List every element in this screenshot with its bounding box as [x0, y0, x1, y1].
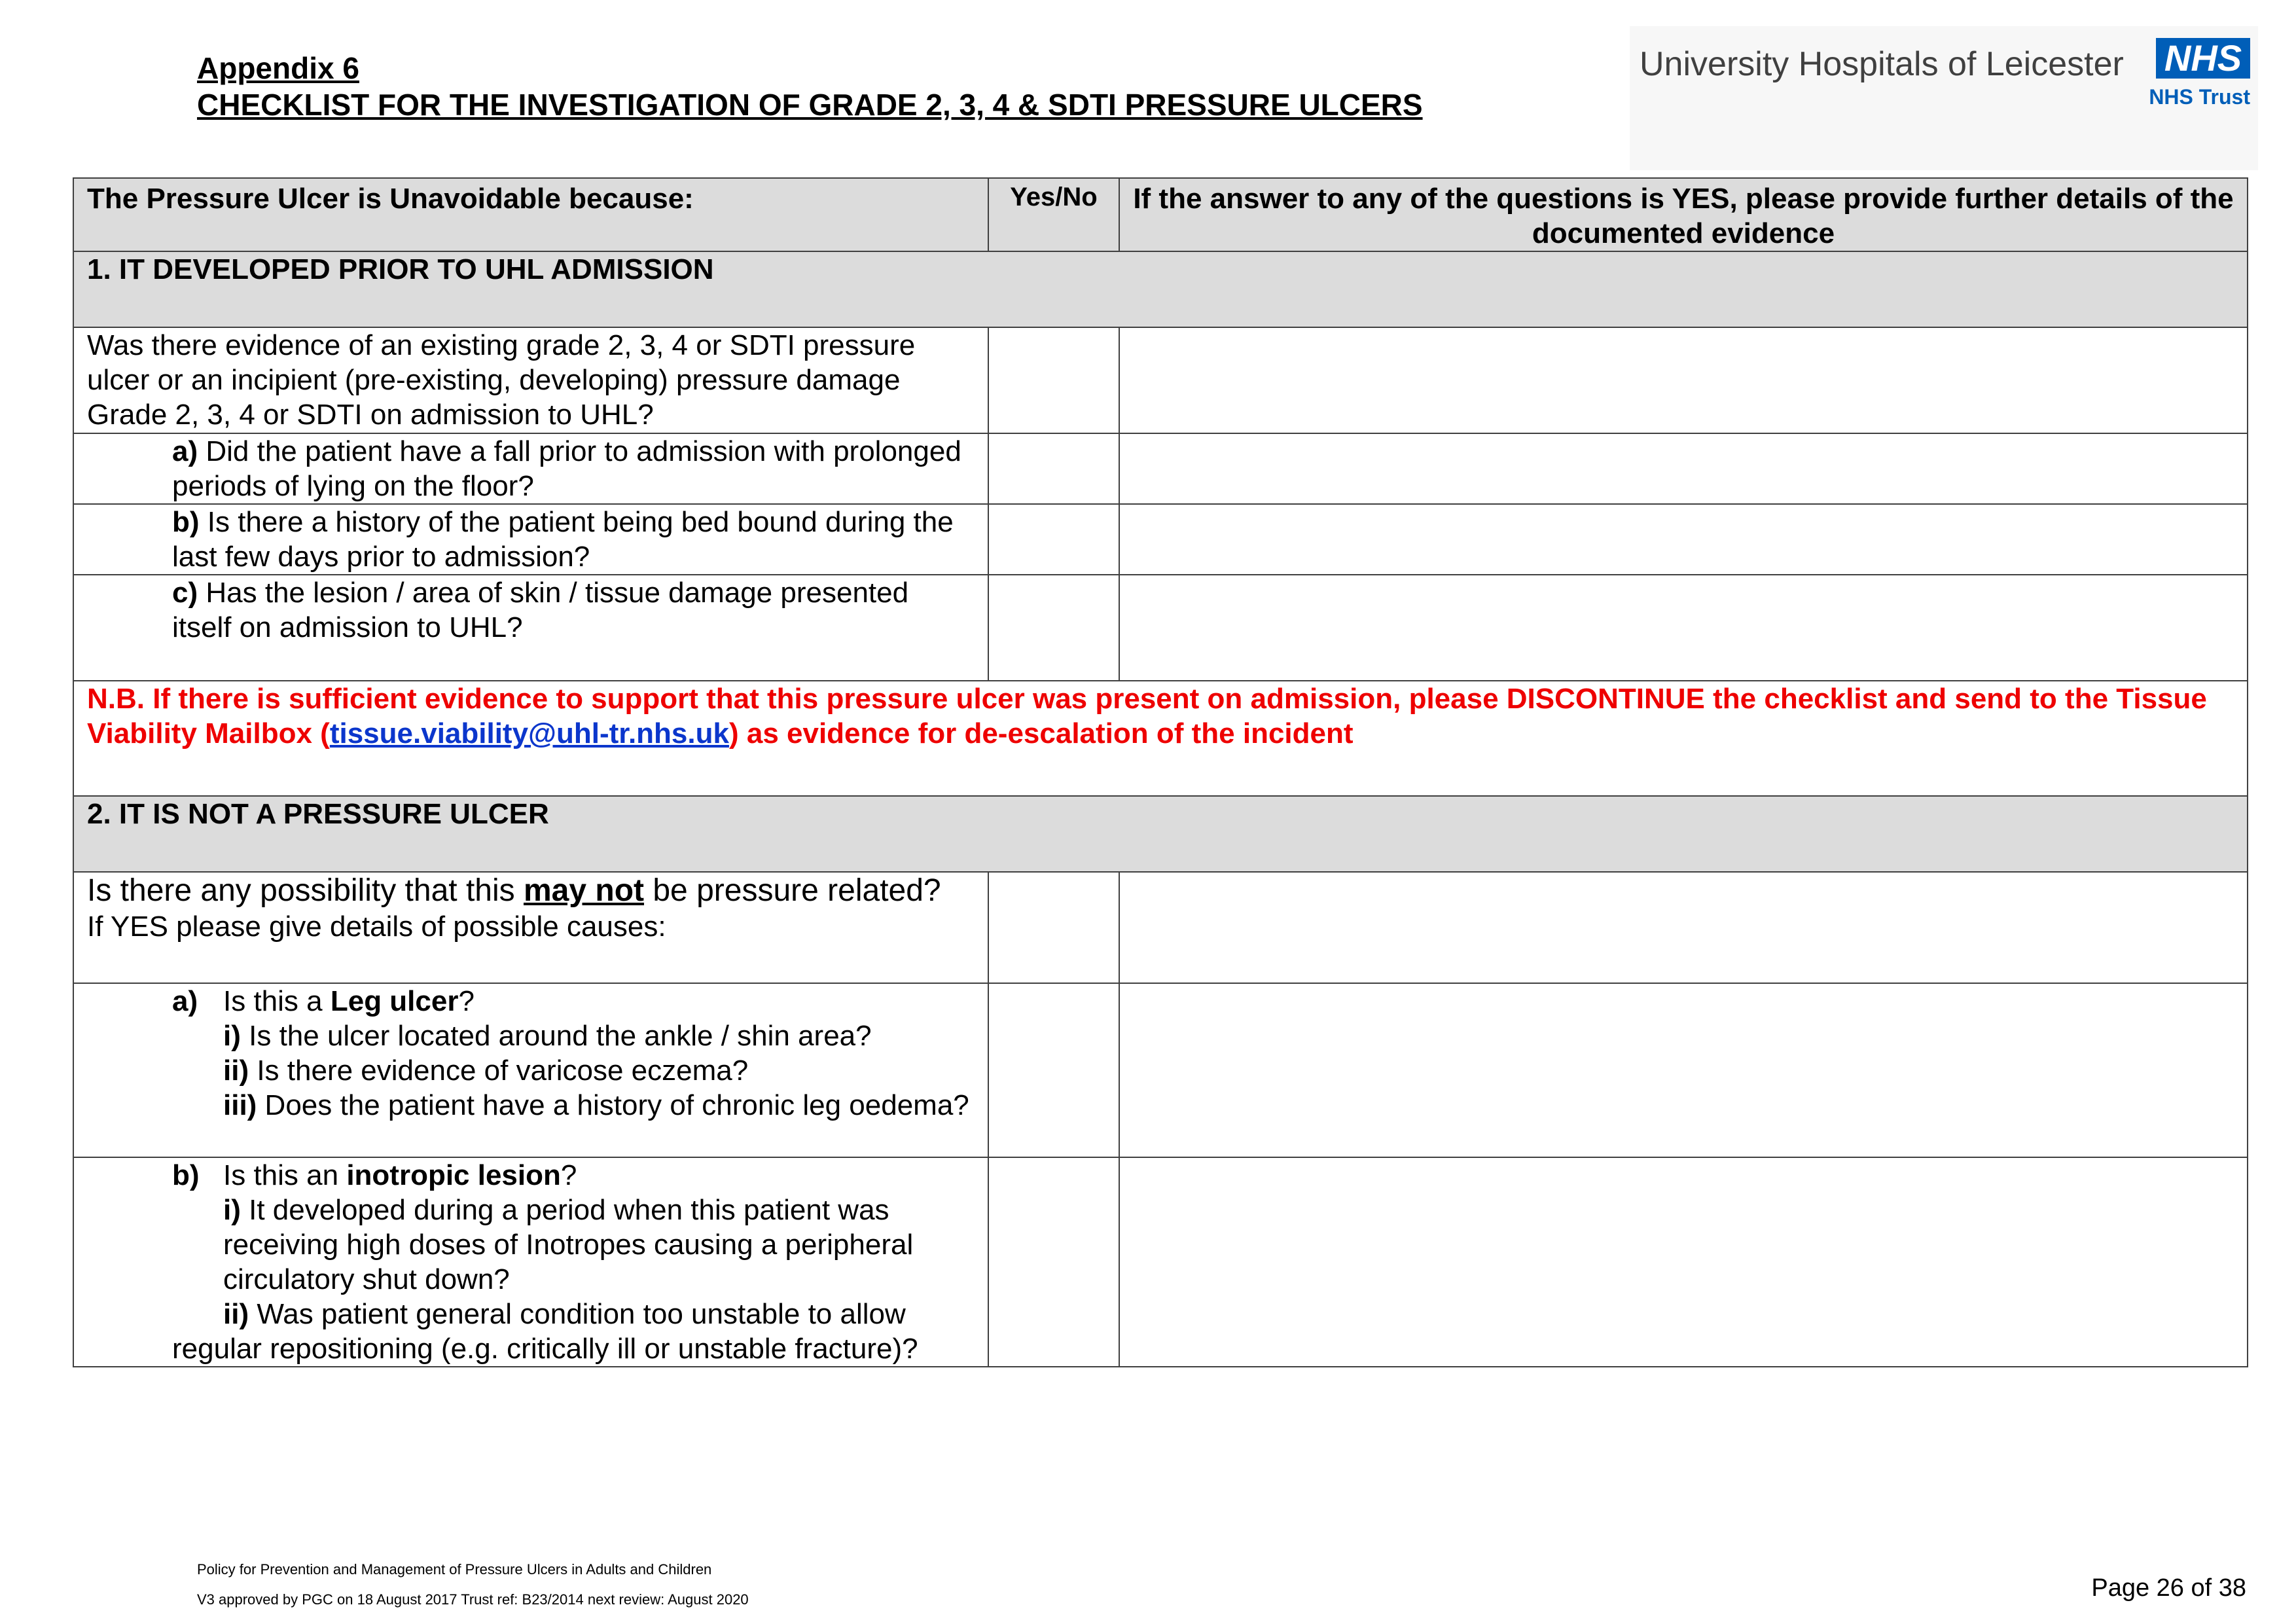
table-row — [73, 983, 2248, 1157]
tissue-viability-email-link[interactable]: tissue.viability@uhl-tr.nhs.uk — [329, 717, 729, 749]
section-title-2: 2. IT IS NOT A PRESSURE ULCER — [73, 796, 2248, 872]
item-label: a) — [172, 435, 198, 467]
table-row — [73, 575, 2248, 681]
yes-no-cell[interactable] — [988, 327, 1119, 433]
item-text: Is there a history of the patient being bed bound during the last few days prior to admission? — [172, 506, 954, 573]
item-bold: Leg ulcer — [330, 985, 459, 1017]
table-row — [73, 872, 2248, 983]
sub-label: ii) — [223, 1055, 249, 1087]
table-row — [73, 1157, 2248, 1367]
sub-label: i) — [223, 1020, 241, 1052]
item-label: a) — [172, 985, 198, 1017]
item-text: ? — [560, 1159, 577, 1191]
item-text: ? — [458, 985, 475, 1017]
column-header-yes-no: Yes/No — [988, 178, 1119, 251]
item-text: Has the lesion / area of skin / tissue damage presented itself on admission to UHL? — [172, 577, 909, 643]
item-text: Did the patient have a fall prior to admission with prolonged periods of lying on the floor? — [172, 435, 961, 502]
yes-no-cell[interactable] — [988, 872, 1119, 983]
page-title: CHECKLIST FOR THE INVESTIGATION OF GRADE 2, 3, 4 & SDTI PRESSURE ULCERS — [197, 88, 1423, 122]
column-header-criteria: The Pressure Ulcer is Unavoidable because: — [73, 178, 988, 251]
question-instruction: If YES please give details of possible causes: — [87, 911, 666, 943]
sub-label: iii) — [223, 1089, 257, 1121]
item-text: Is this a — [223, 985, 331, 1017]
yes-no-cell[interactable] — [988, 1157, 1119, 1367]
sub-text: Is the ulcer located around the ankle / shin area? — [240, 1020, 872, 1052]
nhs-logo-icon: NHS — [2156, 38, 2250, 79]
table-header-row — [73, 178, 2248, 251]
table-row — [73, 433, 2248, 504]
sub-label: ii) — [223, 1298, 249, 1330]
column-header-evidence: If the answer to any of the questions is YES, please provide further details of the documented evidence — [1119, 178, 2248, 251]
sub-text: Was patient general condition too unstable to allow — [249, 1298, 906, 1330]
footer-policy: Policy for Prevention and Management of Pressure Ulcers in Adults and Children — [197, 1561, 712, 1578]
evidence-cell[interactable] — [1119, 433, 2248, 504]
sub-question — [172, 1193, 975, 1297]
question-text-part: Is there any possibility that this — [87, 873, 524, 908]
section-row-1 — [73, 251, 2248, 327]
note-text-end: ) as evidence for de-escalation of the incident — [728, 717, 1354, 749]
question-text — [87, 873, 941, 908]
question-lesion-on-admission — [73, 575, 988, 681]
question-not-pressure-related — [73, 872, 988, 983]
document-header — [197, 50, 1423, 123]
sub-question — [172, 1053, 975, 1088]
sub-text: Does the patient have a history of chronic leg oedema? — [257, 1089, 969, 1121]
sub-text: It developed during a period when this patient was receiving high doses of Inotropes causing a peripheral circulatory shut down? — [223, 1194, 914, 1295]
sub-question — [172, 1019, 975, 1053]
item-label: b) — [172, 1159, 200, 1191]
evidence-cell[interactable] — [1119, 575, 2248, 681]
yes-no-cell[interactable] — [988, 575, 1119, 681]
sub-question — [172, 1088, 975, 1123]
question-text-part: be pressure related? — [644, 873, 941, 908]
sub-question — [172, 1297, 975, 1331]
table-row — [73, 504, 2248, 575]
evidence-cell[interactable] — [1119, 983, 2248, 1157]
section-title-1: 1. IT DEVELOPED PRIOR TO UHL ADMISSION — [73, 251, 2248, 327]
yes-no-cell[interactable] — [988, 504, 1119, 575]
question-fall-prior — [73, 433, 988, 504]
evidence-cell[interactable] — [1119, 504, 2248, 575]
footer-version: V3 approved by PGC on 18 August 2017 Trust ref: B23/2014 next review: August 2020 — [197, 1591, 749, 1608]
question-bed-bound — [73, 504, 988, 575]
item-label: c) — [172, 577, 198, 609]
checklist-table — [73, 177, 2248, 1367]
table-row — [73, 327, 2248, 433]
item-text: Is this an — [223, 1159, 347, 1191]
question-inotropic-lesion — [73, 1157, 988, 1367]
item-heading — [172, 984, 975, 1019]
discontinue-note — [73, 681, 2248, 796]
item-heading — [172, 1158, 975, 1193]
sub-label: i) — [223, 1194, 241, 1226]
page-number: Page 26 of 38 — [2091, 1574, 2246, 1602]
sub-question-continued: regular repositioning (e.g. critically ill or unstable fracture)? — [172, 1333, 918, 1365]
appendix-label: Appendix 6 — [197, 51, 359, 85]
logo-trust-label: NHS Trust — [2149, 85, 2250, 109]
evidence-cell[interactable] — [1119, 327, 2248, 433]
trust-logo — [1630, 26, 2258, 170]
sub-text: Is there evidence of varicose eczema? — [249, 1055, 749, 1087]
evidence-cell[interactable] — [1119, 1157, 2248, 1367]
section-row-2 — [73, 796, 2248, 872]
yes-no-cell[interactable] — [988, 433, 1119, 504]
note-text: N.B. If there is sufficient evidence to support that this pressure ulcer was present on admission, please DISCONTINUE the checklist and send to the Tissue Viability Mailbox ( — [87, 683, 2207, 749]
emphasis-may-not: may not — [523, 873, 645, 908]
item-bold: inotropic lesion — [346, 1159, 561, 1191]
evidence-cell[interactable] — [1119, 872, 2248, 983]
item-label: b) — [172, 506, 200, 538]
footer — [197, 1555, 749, 1615]
yes-no-cell[interactable] — [988, 983, 1119, 1157]
question-leg-ulcer — [73, 983, 988, 1157]
question-existing-ulcer: Was there evidence of an existing grade 2, 3, 4 or SDTI pressure ulcer or an incipient (pre-existing, developing) pressure damage Grade 2, 3, 4 or SDTI on admission to UHL? — [73, 327, 988, 433]
logo-org-name: University Hospitals of Leicester — [1640, 45, 2124, 83]
note-row — [73, 681, 2248, 796]
